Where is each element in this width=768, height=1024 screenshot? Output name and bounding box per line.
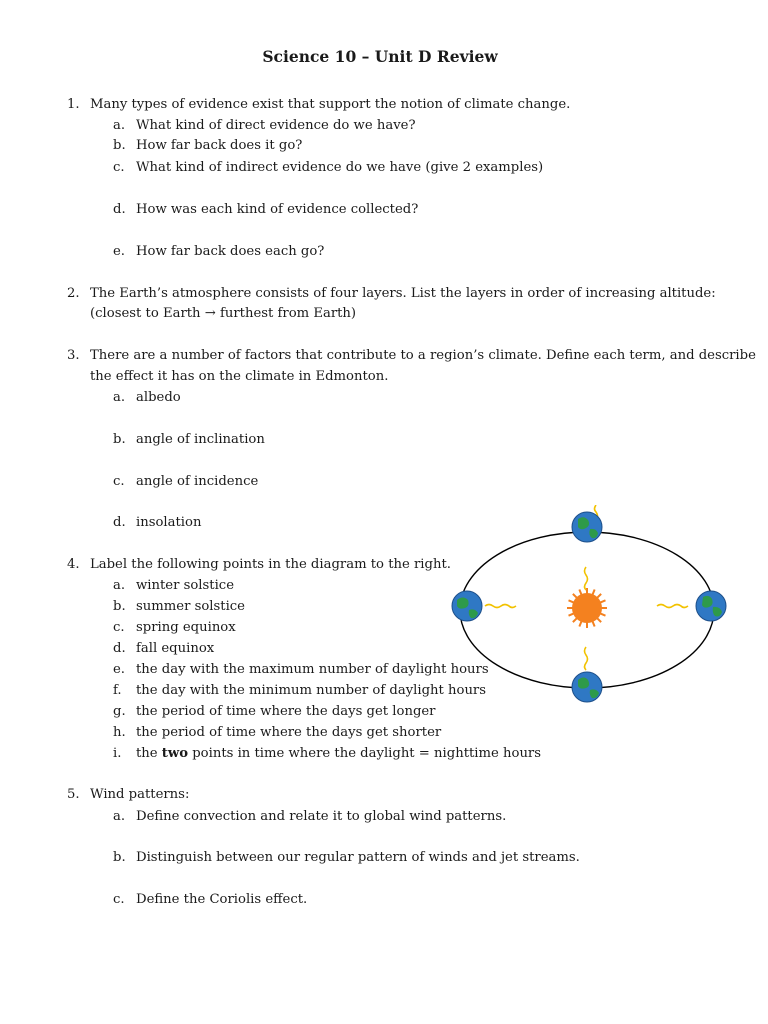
question-text: There are a number of factors that contribute to a region’s climate. Define each term, and describe bbox=[90, 348, 756, 363]
part-text-bold: two bbox=[161, 746, 189, 761]
question-number: 3. bbox=[67, 348, 80, 363]
part-letter: e. bbox=[113, 244, 125, 259]
question-number: 1. bbox=[67, 97, 80, 112]
part-text: albedo bbox=[136, 390, 181, 405]
part-letter: d. bbox=[113, 202, 126, 217]
part-text: spring equinox bbox=[136, 620, 236, 635]
question-number: 5. bbox=[67, 787, 80, 802]
question-number: 4. bbox=[67, 557, 80, 572]
page-title: Science 10 – Unit D Review bbox=[262, 47, 498, 66]
part-text: How far back does each go? bbox=[136, 244, 325, 259]
part-text: Define convection and relate it to global wind patterns. bbox=[136, 809, 507, 824]
part-letter: b. bbox=[113, 138, 126, 153]
part-text: insolation bbox=[136, 515, 202, 530]
question-text: the effect it has on the climate in Edmonton. bbox=[90, 369, 389, 384]
part-letter: a. bbox=[113, 809, 126, 824]
part-text: summer solstice bbox=[136, 599, 245, 614]
part-text: How was each kind of evidence collected? bbox=[136, 202, 419, 217]
earth-icon bbox=[572, 672, 602, 702]
question-text: (closest to Earth → furthest from Earth) bbox=[90, 306, 357, 321]
light-ray-bottom bbox=[585, 647, 588, 670]
part-text: Distinguish between our regular pattern of winds and jet streams. bbox=[136, 850, 580, 865]
question-number: 2. bbox=[67, 286, 80, 301]
part-text bbox=[136, 745, 541, 763]
part-text: angle of incidence bbox=[136, 474, 259, 489]
light-ray-right bbox=[657, 605, 688, 608]
part-text: the day with the maximum number of daylight hours bbox=[136, 662, 489, 677]
part-letter: c. bbox=[113, 160, 125, 175]
part-letter: a. bbox=[113, 578, 126, 593]
question-text: Label the following points in the diagram to the right. bbox=[90, 557, 451, 572]
part-text: the day with the minimum number of daylight hours bbox=[136, 683, 487, 698]
part-letter: f. bbox=[113, 683, 122, 698]
question-text: Wind patterns: bbox=[90, 787, 190, 802]
part-letter: b. bbox=[113, 432, 126, 447]
light-ray-top bbox=[585, 567, 588, 590]
part-text: What kind of indirect evidence do we have (give 2 examples) bbox=[136, 160, 544, 175]
question-text: Many types of evidence exist that support the notion of climate change. bbox=[90, 97, 571, 112]
part-letter: d. bbox=[113, 515, 126, 530]
earth-icon bbox=[696, 591, 726, 621]
part-letter: h. bbox=[113, 725, 126, 740]
part-text: fall equinox bbox=[136, 641, 215, 656]
earth-icon bbox=[452, 591, 482, 621]
part-text: How far back does it go? bbox=[136, 138, 303, 153]
part-text-pre: the bbox=[136, 746, 162, 761]
earth-icon bbox=[572, 512, 602, 542]
part-text: What kind of direct evidence do we have? bbox=[136, 118, 416, 133]
orbit-diagram bbox=[445, 505, 735, 715]
part-letter: b. bbox=[113, 599, 126, 614]
part-letter: a. bbox=[113, 118, 126, 133]
part-letter: b. bbox=[113, 850, 126, 865]
question-text: The Earth’s atmosphere consists of four layers. List the layers in order of increasing altitude: bbox=[90, 286, 716, 301]
part-text: the period of time where the days get longer bbox=[136, 704, 436, 719]
light-ray-left bbox=[485, 605, 516, 608]
part-text: angle of inclination bbox=[136, 432, 265, 447]
part-letter: e. bbox=[113, 662, 125, 677]
part-letter: c. bbox=[113, 474, 125, 489]
part-letter: c. bbox=[113, 892, 125, 907]
part-text: Define the Coriolis effect. bbox=[136, 892, 308, 907]
part-letter: d. bbox=[113, 641, 126, 656]
part-letter: g. bbox=[113, 704, 126, 719]
part-letter: c. bbox=[113, 620, 125, 635]
sun-icon bbox=[567, 588, 607, 628]
part-letter: a. bbox=[113, 390, 126, 405]
part-text: winter solstice bbox=[136, 578, 234, 593]
part-text: the period of time where the days get shorter bbox=[136, 725, 442, 740]
part-letter: i. bbox=[113, 746, 122, 761]
part-text-post: points in time where the daylight = nighttime hours bbox=[188, 746, 542, 761]
